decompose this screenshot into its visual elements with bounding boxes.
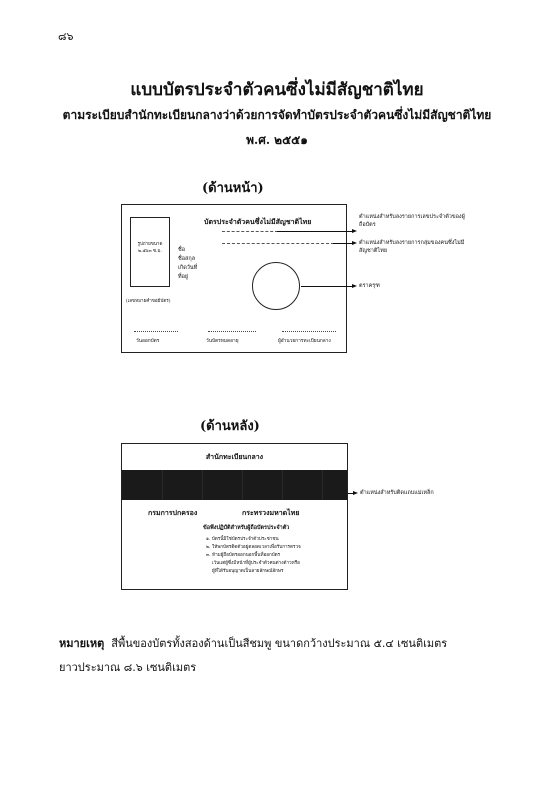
field-address: ที่อยู่ — [178, 274, 189, 280]
seal-circle — [252, 262, 300, 310]
seal-arrow-head — [352, 284, 357, 288]
issue-date-line — [134, 331, 178, 332]
back-top-title: สำนักทะเบียนกลาง — [205, 452, 264, 461]
notes-title: ข้อพึงปฏิบัติสำหรับผู้ถือบัตรประจำตัว — [203, 525, 290, 531]
annotation-group-position: ตำแหน่งสำหรับลงรายการกลุ่มของคนซึ่งไม่มีสัญชาติไทย — [359, 240, 465, 254]
photo-size-value: ๒.๕x๓ ซ.ม. — [138, 249, 162, 254]
field-surname: ชื่อสกุล — [178, 256, 196, 262]
annotation-seal: ตราครุฑ — [359, 283, 380, 289]
remark-label: หมายเหตุ — [59, 637, 105, 650]
expiry-date-label: วันบัตรหมดอายุ — [206, 339, 239, 344]
card-front — [121, 204, 347, 353]
group-line — [222, 243, 334, 244]
page-number: ๘๖ — [58, 30, 74, 43]
strip-arrow-head — [353, 491, 358, 495]
document-title: แบบบัตรประจำตัวคนซึ่งไม่มีสัญชาติไทย — [130, 80, 424, 100]
magnetic-strip — [122, 470, 347, 500]
note-item: ผู้ที่ได้รับอนุญาตเป็นลายลักษณ์อักษร — [212, 569, 284, 574]
document-year: พ.ศ. ๒๕๕๑ — [246, 133, 308, 147]
registrar-sign-line — [282, 331, 336, 332]
dept-left: กรมการปกครอง — [148, 508, 198, 517]
expiry-date-line — [208, 331, 256, 332]
remark-block — [59, 632, 447, 680]
front-side-label: (ด้านหน้า) — [202, 181, 264, 196]
photo-request-number: (เลขหมายคำขอมีบัตร) — [126, 299, 171, 304]
registrar-label: ผู้อำนวยการทะเบียนกลาง — [278, 339, 331, 344]
remark-line-2: ยาวประมาณ ๘.๖ เซนติเมตร — [59, 661, 197, 674]
document-subtitle: ตามระเบียบสำนักทะเบียนกลางว่าด้วยการจัดทำบัตรประจำตัวคนซึ่งไม่มีสัญชาติไทย — [62, 108, 492, 122]
card-front-title: บัตรประจำตัวคนซึ่งไม่มีสัญชาติไทย — [204, 217, 312, 226]
field-name: ชื่อ — [178, 247, 186, 253]
remark-line-1: สีพื้นของบัตรทั้งสองด้านเป็นสีชมพู ขนาดกว้างประมาณ ๕.๔ เซนติเมตร — [111, 637, 448, 650]
back-side-label: (ด้านหลัง) — [200, 419, 260, 434]
photo-placeholder — [130, 217, 170, 287]
annotation-id-position: ตำแหน่งสำหรับลงรายการเลขประจำตัวของผู้ถือบัตร — [359, 214, 465, 228]
note-item: ๑. บัตรนี้มิใช่บัตรประจำตัวประชาชน — [206, 537, 279, 542]
note-item: ๒. ให้พกบัตรติดตัวอยู่ตลอดเวลาเพื่อรับการตรวจ — [206, 545, 301, 550]
group-arrow-head — [352, 241, 357, 245]
id-arrow-head — [352, 229, 357, 233]
id-arrow-line — [277, 231, 353, 232]
field-birthdate: เกิดวันที่ — [178, 265, 198, 271]
note-item: เว้นแต่ผู้ซึ่งมีหน้าที่ผู้ประจำตัวคนต่างด้าวหรือ — [212, 561, 300, 566]
annotation-strip: ตำแหน่งสำหรับติดแถบแม่เหล็ก — [360, 490, 434, 496]
group-arrow-line — [333, 243, 353, 244]
photo-size-label: รูปถ่ายขนาด — [137, 242, 163, 247]
card-back — [121, 443, 348, 590]
id-number-line — [222, 231, 278, 232]
seal-arrow-line — [301, 286, 353, 287]
issue-date-label: วันออกบัตร — [136, 339, 160, 344]
note-item: ๓. ห้ามผู้ถือบัตรออกนอกพื้นที่ออกบัตร — [206, 553, 281, 558]
dept-right: กระทรวงมหาดไทย — [242, 508, 300, 517]
